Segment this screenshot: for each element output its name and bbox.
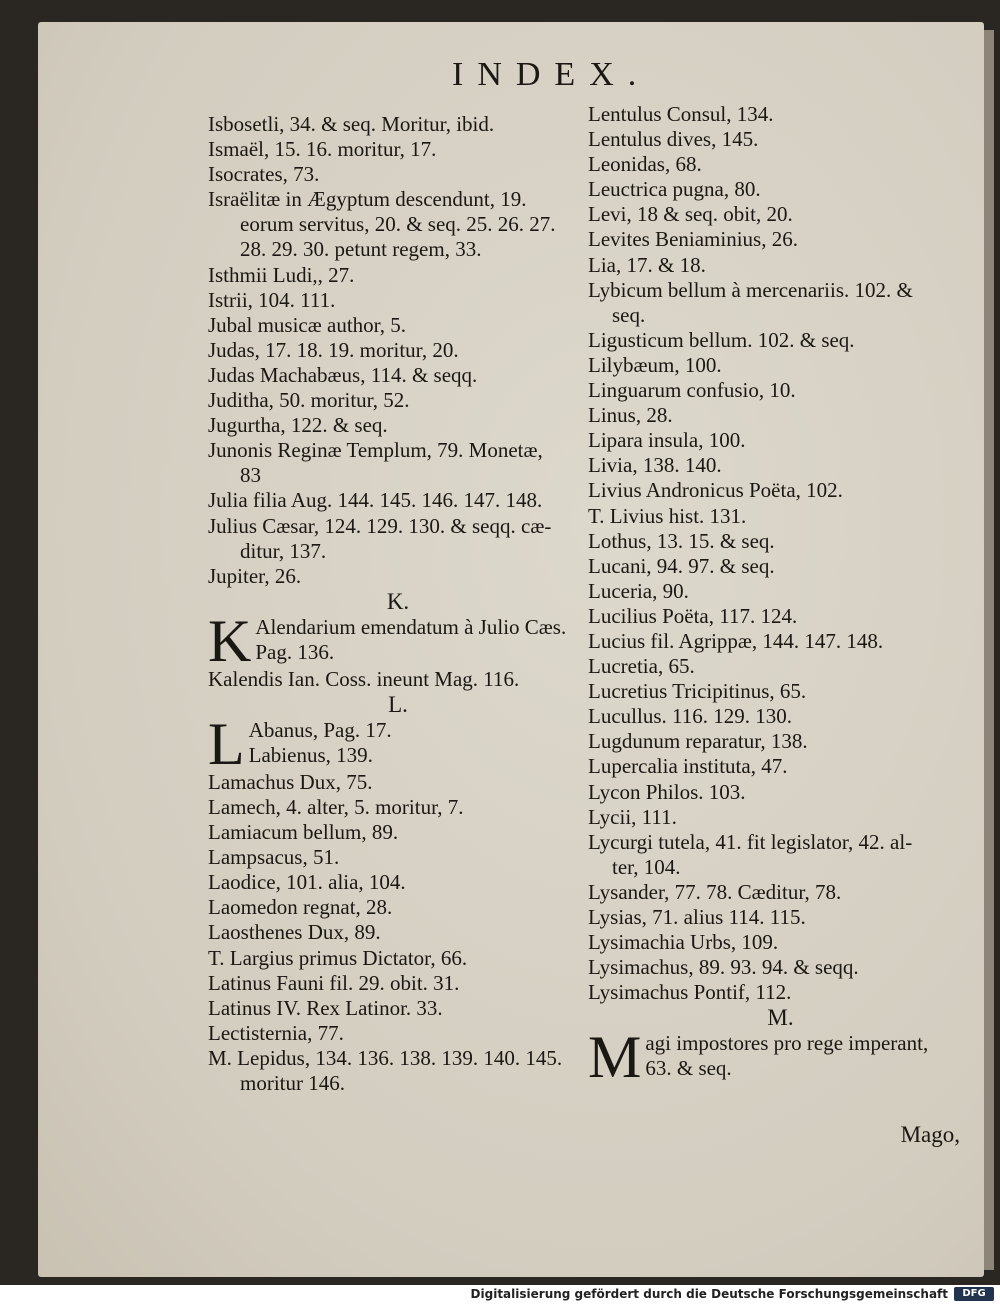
index-entry: Leuctrica pugna, 80. <box>588 177 761 202</box>
index-entry: Lipara insula, 100. <box>588 428 746 453</box>
index-entry: Lucretius Tricipitinus, 65. <box>588 679 807 704</box>
index-entry-continuation: eorum servitus, 20. & seq. 25. 26. 27. <box>240 212 556 237</box>
index-entry: Lybicum bellum à mercenariis. 102. & <box>588 277 913 302</box>
index-entry: Lugdunum reparatur, 138. <box>588 729 808 754</box>
index-entry: Junonis Reginæ Templum, 79. Monetæ, <box>208 438 543 463</box>
index-entry: Livia, 138. 140. <box>588 453 722 478</box>
index-entry: Julius Cæsar, 124. 129. 130. & seqq. cæ- <box>208 513 552 538</box>
page-edge <box>984 30 994 1270</box>
index-entry-text: agi impostores pro rege imperant, <box>645 1031 929 1056</box>
index-entry-continuation: seq. <box>612 302 646 327</box>
index-entry: Lothus, 13. 15. & seq. <box>588 528 775 553</box>
index-entry: Latinus IV. Rex Latinor. 33. <box>208 995 443 1020</box>
index-entry: Lia, 17. & 18. <box>588 252 706 277</box>
index-entry: Lycii, 111. <box>588 804 677 829</box>
index-entry-continuation: moritur 146. <box>240 1071 345 1095</box>
index-entry: Leonidas, 68. <box>588 152 702 177</box>
section-letter-m: M. <box>767 1005 794 1031</box>
index-entry: Lampsacus, 51. <box>208 845 340 870</box>
digitization-footer <box>0 1285 1000 1304</box>
dfg-logo: DFG <box>954 1287 994 1301</box>
footer-credit: Digitalisierung gefördert durch die Deutsche Forschungsgemeinschaft <box>470 1287 948 1301</box>
index-entry-continuation: 28. 29. 30. petunt regem, 33. <box>240 237 482 262</box>
index-entry: Lycurgi tutela, 41. fit legislator, 42. al- <box>588 829 913 854</box>
index-entry: Laomedon regnat, 28. <box>208 895 393 920</box>
drop-cap-l: L <box>208 710 245 777</box>
index-entry: Lentulus dives, 145. <box>588 127 759 152</box>
index-entry: Jubal musicæ author, 5. <box>208 312 407 337</box>
index-entry: Lupercalia instituta, 47. <box>588 754 788 779</box>
index-entry: Lectisternia, 77. <box>208 1020 344 1045</box>
index-entry: Judas Machabæus, 114. & seqq. <box>208 362 478 387</box>
index-entry-continuation: ditur, 137. <box>240 538 327 563</box>
index-entry: Levi, 18 & seq. obit, 20. <box>588 202 793 227</box>
index-entry: Lucullus. 116. 129. 130. <box>588 704 792 729</box>
index-entry: Linguarum confusio, 10. <box>588 378 796 403</box>
drop-cap-m: M <box>588 1024 642 1091</box>
index-entry: Lysimachia Urbs, 109. <box>588 930 779 955</box>
left-column <box>208 112 588 1096</box>
index-entry: Lamech, 4. alter, 5. moritur, 7. <box>208 794 464 819</box>
index-entry: Lentulus Consul, 134. <box>588 102 774 126</box>
index-entry: Levites Beniaminius, 26. <box>588 227 798 252</box>
right-column <box>588 102 973 1091</box>
index-entry: Lucius fil. Agrippæ, 144. 147. 148. <box>588 628 884 653</box>
index-entry: Lucretia, 65. <box>588 654 695 679</box>
index-entry-k <box>208 607 588 674</box>
page-header: INDEX. <box>452 56 651 93</box>
index-entry: Lysimachus, 89. 93. 94. & seqq. <box>588 955 859 980</box>
index-entry: Juditha, 50. moritur, 52. <box>208 388 410 413</box>
index-entry-text: Labienus, 139. <box>248 742 373 767</box>
index-entry: Luceria, 90. <box>588 578 689 603</box>
section-letter-k: K. <box>386 588 410 614</box>
index-entry: Lysimachus Pontif, 112. <box>588 980 792 1005</box>
index-entry: Julia filia Aug. 144. 145. 146. 147. 148. <box>208 488 543 513</box>
index-entry: Isthmii Ludi,, 27. <box>208 262 355 287</box>
section-letter-l: L. <box>388 691 408 717</box>
index-entry: Lycon Philos. 103. <box>588 779 746 804</box>
index-entry: Istrii, 104. 111. <box>208 287 336 312</box>
index-entry-continuation: 83 <box>240 463 261 488</box>
index-entry-l <box>208 710 588 777</box>
index-entry: Israëlitæ in Ægyptum descendunt, 19. <box>208 187 527 212</box>
index-entry: Isocrates, 73. <box>208 162 320 187</box>
index-entry-text: Alendarium emendatum à Julio Cæs. <box>255 614 567 639</box>
index-entry: Livius Andronicus Poëta, 102. <box>588 478 843 503</box>
index-entry: M. Lepidus, 134. 136. 138. 139. 140. 145. <box>208 1045 563 1070</box>
index-entry: Lamachus Dux, 75. <box>208 769 373 794</box>
index-entry: T. Livius hist. 131. <box>588 503 747 528</box>
index-entry-continuation: ter, 104. <box>612 854 681 879</box>
index-entry: Linus, 28. <box>588 403 673 428</box>
drop-cap-k: K <box>208 607 252 674</box>
catchword: Mago, <box>900 1122 960 1147</box>
index-entry: Judas, 17. 18. 19. moritur, 20. <box>208 337 459 362</box>
index-entry: Kalendis Ian. Coss. ineunt Mag. 116. <box>208 666 520 691</box>
index-entry-continuation: 63. & seq. <box>645 1056 732 1081</box>
index-entry: Laosthenes Dux, 89. <box>208 920 381 945</box>
index-entry-text: Abanus, Pag. 17. <box>248 717 392 742</box>
index-entry-continuation: Pag. 136. <box>255 639 335 664</box>
index-entry: Isbosetli, 34. & seq. Moritur, ibid. <box>208 112 495 136</box>
index-entry: Ismaël, 15. 16. moritur, 17. <box>208 137 437 162</box>
index-entry: T. Largius primus Dictator, 66. <box>208 945 468 970</box>
index-entry: Laodice, 101. alia, 104. <box>208 870 406 895</box>
index-entry: Latinus Fauni fil. 29. obit. 31. <box>208 970 460 995</box>
index-entry: Lamiacum bellum, 89. <box>208 820 399 845</box>
index-entry: Lucilius Poëta, 117. 124. <box>588 603 798 628</box>
index-entry: Lysias, 71. alius 114. 115. <box>588 905 806 929</box>
index-entry: Lilybæum, 100. <box>588 352 722 377</box>
index-entry: Lucani, 94. 97. & seq. <box>588 553 775 578</box>
index-entry-m <box>588 1024 973 1091</box>
index-entry: Lysander, 77. 78. Cæditur, 78. <box>588 879 842 904</box>
index-entry: Jugurtha, 122. & seq. <box>208 413 388 438</box>
index-entry: Jupiter, 26. <box>208 563 302 588</box>
index-entry: Ligusticum bellum. 102. & seq. <box>588 327 855 352</box>
